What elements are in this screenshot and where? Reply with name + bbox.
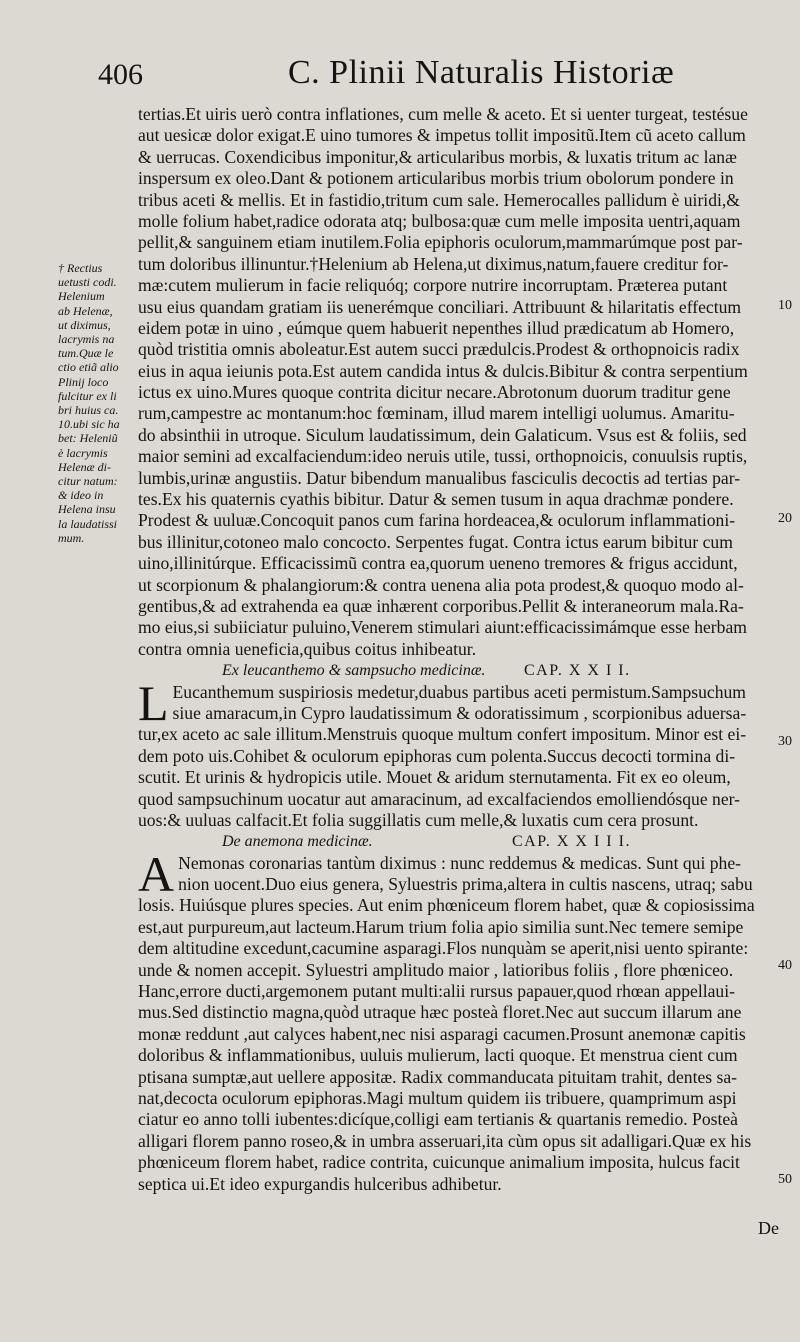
- text-line: mo eius,si subiiciatur puluino,Venerem stimulari aiunt:efficacissimámque esse herbam: [138, 617, 747, 638]
- text-line: ut scorpionum & phalangiorum:& contra uenena alia pota prodest,& quoquo modo al-: [138, 574, 744, 595]
- text-line: est,aut purpureum,aut lacteum.Harum trium folia apio similia sunt.Nec temere semipe: [138, 916, 744, 937]
- chapter-number: CAP. X X I I I.: [512, 833, 631, 851]
- text-line: Eucanthemum suspiriosis medetur,duabus partibus aceti permistum.Sampsuchum: [172, 681, 746, 702]
- text-line: ictus ex uino.Mures quoque contrita dicitur necare.Abrotonum duorum traditur gene: [138, 382, 731, 403]
- text-line: losis. Huiúsque plures species. Aut enim phœniceum florem habet, quæ & copiosissima: [138, 895, 755, 916]
- text-line: tur,ex aceto ac sale illitum.Menstruis quoque multum confert impositum. Minor est ei-: [138, 724, 747, 745]
- line-number: 10: [778, 298, 792, 313]
- marginal-note-line: lacrymis na: [58, 332, 115, 347]
- text-line: aut uesicæ dolor exigat.E uino tumores & impetus tollit impositũ.Item cũ aceto callum: [138, 125, 746, 146]
- marginal-note-line: mum.: [58, 530, 85, 545]
- text-line: gentibus,& ad extrahenda ea quæ inhærent corporibus.Pellit & interaneorum mala.Ra-: [138, 595, 744, 616]
- text-line: pellit,& sanguinem etiam inutilem.Folia epiphoris oculorum,mammarúmque post par-: [138, 232, 743, 253]
- paragraph-block-2: [138, 674, 778, 832]
- text-line: scutit. Et urinis & hydropicis utile. Mouet & aridum sternutamenta. Fit ex eo oleum,: [138, 767, 731, 788]
- text-line: molle folium habet,radice odorata atq; bulbosa:quæ cum melle imposita uentri,aquam: [138, 210, 741, 231]
- text-line: dem poto uis.Cohibet & oculorum epiphoras cum polenta.Succus decocti tormina di-: [138, 745, 736, 766]
- text-line: uino,illinitúrque. Efficacissimũ contra ea,quorum ueneno tremores & frigus accidunt,: [138, 553, 738, 574]
- marginal-note-line: ab Helenæ,: [58, 303, 113, 318]
- paragraph-block-3: [138, 845, 778, 1195]
- line-number: 20: [778, 511, 792, 526]
- marginal-note-line: † Rectius: [58, 261, 103, 275]
- chapter-title: De anemona medicinæ.: [222, 833, 373, 851]
- chapter-title: Ex leucanthemo & sampsucho medicinæ.: [222, 662, 486, 680]
- text-line: rum,campestre ac montanum:hoc fœminam, illud marem intelligi uolumus. Amaritu-: [138, 403, 735, 424]
- text-line: usu eius quandam gratiam iis uenerémque conciliari. Attribuunt & hilaritatis effectum: [138, 296, 742, 317]
- marginal-note-line: citur natum:: [58, 474, 118, 489]
- text-line: tes.Ex his quaternis cyathis bibitur. Datur & semen tusum in aqua drachmæ pondere.: [138, 489, 734, 510]
- line-number: 30: [778, 734, 792, 749]
- marginal-note-line: la laudatissi: [58, 516, 118, 531]
- catchword: De: [758, 1218, 779, 1238]
- text-line: unde & nomen accepit. Syluestri amplitudo maior , latioribus foliis , flore phœniceo.: [138, 959, 734, 980]
- marginal-note-line: ut diximus,: [58, 317, 111, 332]
- drop-cap: A: [138, 845, 175, 902]
- text-line: septica ui.Et ideo expurgandis hulceribus adhibetur.: [138, 1173, 502, 1194]
- marginal-note-line: Plinij loco: [58, 374, 109, 389]
- text-line: nion uocent.Duo eius genera, Syluestris prima,altera in cultis nascens, utraq; sabu: [178, 874, 753, 895]
- marginal-note-line: Helenæ di-: [58, 459, 111, 474]
- text-line: Nemonas coronarias tantùm diximus : nunc reddemus & medicas. Sunt qui phe-: [178, 852, 741, 873]
- text-line: quod sampsuchinum uocatur aut amaracinum, ad excalfaciendos emolliendósque ner-: [138, 788, 741, 809]
- text-line: inspersum ex oleo.Dant & potionem articularibus morbis trium obolorum pondere in: [138, 168, 734, 189]
- marginal-note-line: tum.Quæ le: [58, 346, 114, 361]
- text-line: mus.Sed distinctio magna,quòd utraque hæc posteà floret.Nec aut succum illarum ane: [138, 1002, 742, 1023]
- marginal-note-line: bet: Heleniũ: [58, 431, 118, 446]
- line-number: 50: [778, 1172, 792, 1187]
- text-line: tum doloribus illinuntur.†Helenium ab Helena,ut diximus,natum,fauere creditur for-: [138, 253, 729, 274]
- text-line: lumbis,urinæ angustiis. Datur bibendum manualibus fasciculis decoctis ad tertias par-: [138, 467, 741, 488]
- running-head: C. Plinii Naturalis Historiæ: [288, 54, 675, 91]
- text-line: & uerrucas. Coxendicibus imponitur,& articularibus morbis, & luxatis tritum ac lanæ: [138, 146, 737, 167]
- marginal-note-line: è lacrymis: [58, 445, 108, 460]
- text-line: uos:& uuluas calfacit.Et folia suggillatis cum melle,& luxatis cum cera prosunt.: [138, 809, 699, 830]
- text-line: ciatur eo anno tolli iubentes:dicíque,colligi eam tertianis & quartanis remedio. Posteà: [138, 1109, 738, 1130]
- text-line: eius in aqua ieiunis pota.Est autem candida intus & dulcis.Bibitur & contra serpentium: [138, 360, 748, 381]
- chapter-heading-22: [138, 660, 778, 681]
- text-line: tertias.Et uiris uerò contra inflationes, cum melle & aceto. Et si uenter turgeat, testésue: [138, 104, 748, 124]
- text-line: bus illinitur,cotoneo malo concocto. Serpentes fugat. Contra ictus earum bibitur cum: [138, 531, 733, 552]
- text-line: mæ:cutem mulierum in facie reliquóq; corpore nutrire incorruptam. Præterea putant: [138, 275, 728, 296]
- main-text: [138, 104, 778, 1195]
- text-line: nat,decocta oculorum epiphoras.Magi multum quidem iis tribuere, quamprimum aspi: [138, 1087, 737, 1108]
- text-line: Prodest & uuluæ.Concoquit panos cum farina hordeacea,& oculorum inflammationi-: [138, 510, 736, 531]
- chapter-heading-23: [138, 831, 778, 852]
- page-number: 406: [98, 58, 143, 91]
- text-line: dem altitudine excedunt,cacumine asparagi.Flos nunquàm se aperit,nisi uento spirante:: [138, 938, 749, 959]
- text-line: ptisana sumptæ,aut uellere appositæ. Radix commanducata pituitam trahit, dentes sa-: [138, 1066, 738, 1087]
- text-line: tribus aceti & mellis. Et in fastidio,tritum cum sale. Hemerocalles pallidum è uiridi,&: [138, 189, 740, 210]
- marginal-note-line: ctio etiã alio: [58, 360, 119, 375]
- marginal-note-line: 10.ubi sic ha: [58, 417, 120, 432]
- text-line: maior semini ad excalfaciendum:ideo neruis utile, tussi, orthopnoicis, conuulsis ruptis,: [138, 446, 748, 467]
- chapter-number: CAP. X X I I.: [524, 662, 631, 680]
- marginal-note-line: bri huius ca.: [58, 403, 119, 418]
- marginal-note-line: Helena insu: [58, 502, 116, 517]
- text-line: siue amaracum,in Cypro laudatissimum & odoratissimum , scorpionibus aduersa-: [172, 702, 747, 723]
- marginal-note-line: uetusti codi.: [58, 275, 117, 290]
- text-line: quòd tristitia omnis aboleatur.Est autem succi prædulcis.Prodest & orthopnoicis radix: [138, 339, 740, 360]
- paragraph-block-1: [138, 104, 778, 660]
- text-line: alligari florem panno roseo,& in umbra asseruari,ita cùm opus sit adalligari.Quæ ex his: [138, 1130, 752, 1151]
- marginal-note-line: Helenium: [58, 289, 105, 304]
- marginal-note-line: & ideo in: [58, 488, 104, 503]
- text-line: monæ reddunt ,aut calyces habent,nec nisi asparagi cacumen.Prosunt anemonæ capitis: [138, 1023, 746, 1044]
- marginal-note-line: fulcitur ex li: [58, 388, 117, 403]
- line-number: 40: [778, 958, 792, 973]
- marginal-note: [58, 261, 130, 545]
- text-line: Hanc,errore ducti,argemonem putant multi:alii rursus papauer,quod rhœan appellaui-: [138, 981, 735, 1002]
- text-line: eidem potæ in uino , eúmque quem habuerit nepenthes illud prædicatum ab Homero,: [138, 317, 735, 338]
- text-line: phœniceum florem habet, radice contrita, cuicunque animalium imposita, hulcus facit: [138, 1152, 740, 1173]
- text-line: contra omnia ueneficia,quibus coitus inhibeatur.: [138, 638, 477, 659]
- text-line: do absinthii in utroque. Siculum laudatissimum, dein Galaticum. Vsus est & foliis, sed: [138, 424, 747, 445]
- drop-cap: L: [138, 674, 169, 731]
- text-line: doloribus & inflammationibus, uuluis mulierum, lacti quoque. Et menstrua cient cum: [138, 1045, 738, 1066]
